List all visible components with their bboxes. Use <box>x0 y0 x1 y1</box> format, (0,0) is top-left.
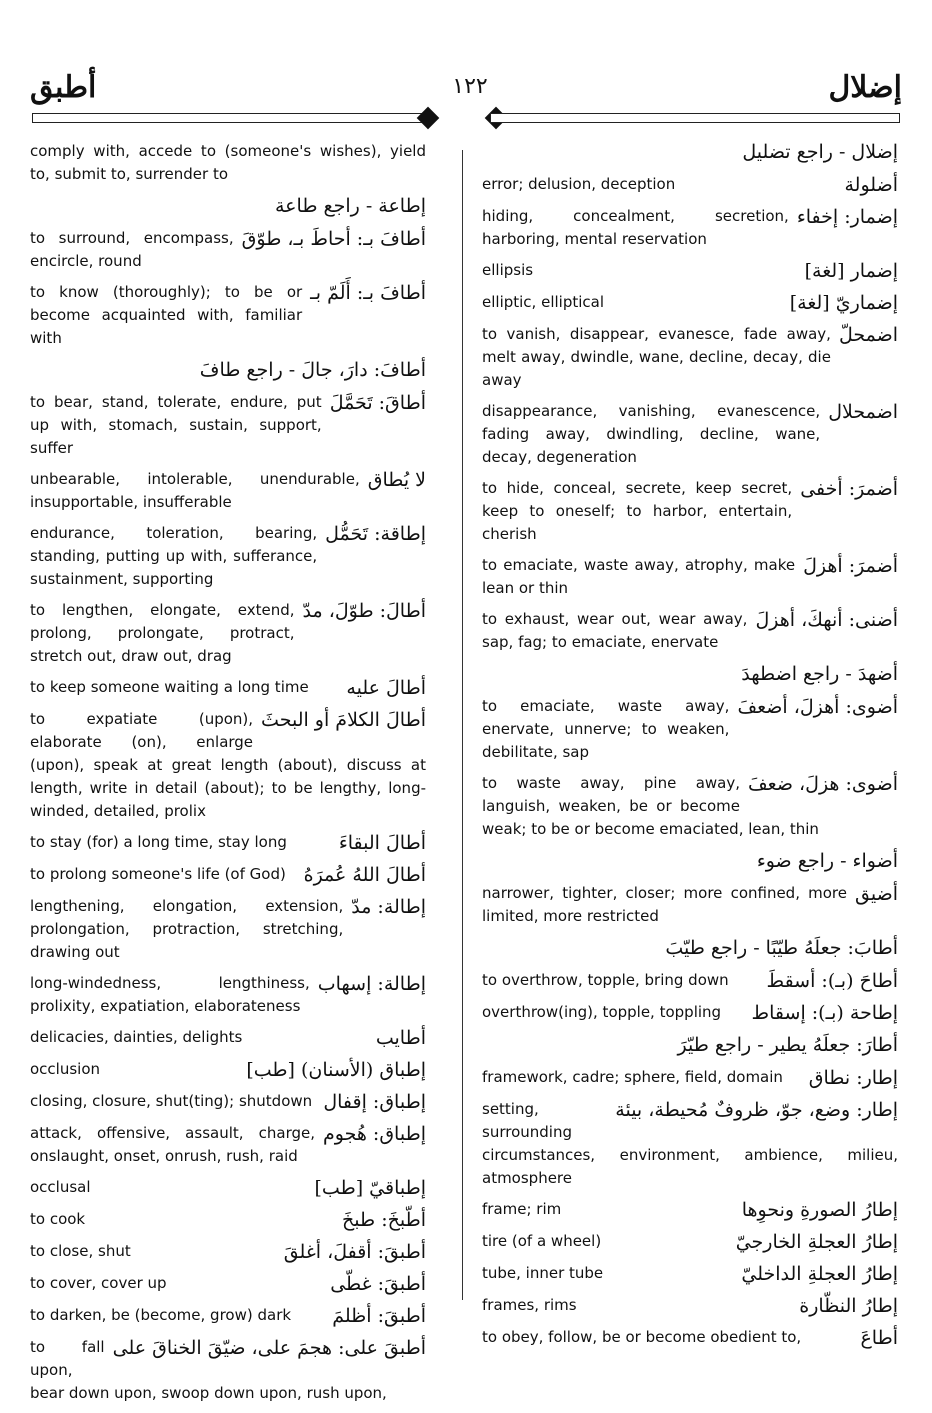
dictionary-entry <box>482 1001 898 1025</box>
dictionary-entry <box>482 849 898 874</box>
english-definition: error; delusion, deception <box>482 175 676 193</box>
arabic-headword: أضمرَ: أهزلَ <box>803 555 898 577</box>
arabic-headword: إطارُ العجلةِ الداخليّ <box>741 1263 898 1285</box>
english-definition: to lengthen, elongate, extend, prolong, prolongate, protract, stretch out, draw out, drag <box>30 601 295 665</box>
arabic-headword: أضنى: أنهكَ، أهزلَ <box>755 609 898 631</box>
english-definition: to vanish, disappear, evanesce, fade away, melt away, dwindle, wane, decline, decay, die away <box>482 325 831 389</box>
dictionary-entry <box>30 1240 426 1264</box>
arabic-headword: أضهدَ - راجع اضطهدَ <box>741 663 898 685</box>
english-definition: overthrow(ing), topple, toppling <box>482 1003 722 1021</box>
english-definition: frames, rims <box>482 1296 577 1314</box>
dictionary-entry <box>30 194 426 219</box>
right-guide-word: إضلال <box>828 70 902 105</box>
english-definition: to cover, cover up <box>30 1274 167 1292</box>
header-rule-left <box>32 113 424 123</box>
arabic-headword: أطبقَ على: هجمَ على، ضيّقَ الخناقَ على <box>112 1337 426 1359</box>
dictionary-entry <box>482 936 898 961</box>
english-definition: occlusion <box>30 1060 101 1078</box>
english-definition: to know (thoroughly); to be or become acquainted with, familiar with <box>30 283 303 347</box>
dictionary-entry <box>482 695 898 764</box>
english-definition: delicacies, dainties, delights <box>30 1028 243 1046</box>
arabic-headword: إطارُ الصورةِ ونحوِها <box>741 1199 898 1221</box>
dictionary-entry <box>30 676 426 700</box>
dictionary-entry <box>30 972 426 1018</box>
dictionary-entry <box>30 140 426 186</box>
arabic-headword: أطافَ: دارَ، جالَ - راجع طافَ <box>199 359 426 381</box>
arabic-headword: إطباق: إقفال <box>323 1091 426 1113</box>
header-rule-right <box>490 113 900 123</box>
dictionary-entry <box>482 1098 898 1190</box>
dictionary-entry <box>482 1230 898 1254</box>
arabic-headword: إطالة: مدّ <box>351 896 426 918</box>
arabic-headword: إضلال - راجع تضليل <box>742 141 898 163</box>
english-definition: to exhaust, wear out, wear away, sap, fag; to emaciate, enervate <box>482 610 748 651</box>
arabic-headword: اضمحلّ <box>838 324 898 346</box>
dictionary-entry <box>482 323 898 392</box>
arabic-headword: إضمار: إخفاء <box>796 206 898 228</box>
dictionary-entry <box>30 468 426 514</box>
dictionary-entry <box>30 1208 426 1232</box>
arabic-headword: أطالَ عليه <box>346 677 426 699</box>
english-definition: tire (of a wheel) <box>482 1232 602 1250</box>
dictionary-entry <box>482 608 898 654</box>
dictionary-entry <box>30 358 426 383</box>
arabic-headword: إطارُ العجلةِ الخارجيّ <box>735 1231 898 1253</box>
dictionary-entry <box>30 1304 426 1328</box>
arabic-headword: أطاعَ <box>860 1327 898 1349</box>
english-definition: framework, cadre; sphere, field, domain <box>482 1068 783 1086</box>
dictionary-entry <box>30 1058 426 1082</box>
arabic-headword: إطاقة: تَحَمُّل <box>325 523 426 545</box>
dictionary-entry <box>30 227 426 273</box>
english-definition: to overthrow, topple, bring down <box>482 971 729 989</box>
english-definition: to keep someone waiting a long time <box>30 678 309 696</box>
english-definition: hiding, concealment, secretion, harboring, mental reservation <box>482 207 789 248</box>
english-definition: to waste away, pine away, languish, weaken, be or become weak; to be or become emaciated, lean, thin <box>482 774 819 838</box>
dictionary-entry <box>30 1122 426 1168</box>
dictionary-entry <box>30 522 426 591</box>
dictionary-entry <box>482 291 898 315</box>
arabic-headword: إطاحة (بـ): إسقاط <box>751 1002 898 1024</box>
arabic-headword: أطبقَ: أقفلَ، أغلقَ <box>283 1241 426 1263</box>
english-definition: to cook <box>30 1210 86 1228</box>
arabic-headword: إضماريّ [لغة] <box>789 292 898 314</box>
dictionary-entry <box>30 391 426 460</box>
arabic-headword: أضوى: هزلَ، ضعفَ <box>748 773 898 795</box>
english-definition: attack, offensive, assault, charge, onslaught, onset, onrush, rush, raid <box>30 1124 316 1165</box>
arabic-headword: أطبقَ: أظلمَ <box>332 1305 426 1327</box>
dictionary-entry <box>482 477 898 546</box>
arabic-headword: اضمحلال <box>828 401 898 423</box>
english-definition: long-windedness, lengthiness, prolixity, expatiation, elaborateness <box>30 974 310 1015</box>
arabic-headword: أطابَ: جعلَهُ طيّبًا - راجع طيّبَ <box>665 937 898 959</box>
dictionary-entry <box>30 708 426 823</box>
dictionary-entry <box>482 1326 898 1350</box>
arabic-headword: أضمرَ: أخفى <box>800 478 898 500</box>
dictionary-entry <box>482 205 898 251</box>
english-definition: to bear, stand, tolerate, endure, put up with, stomach, sustain, support, suffer <box>30 393 322 457</box>
arabic-headword: أطالَ: طوّلَ، مدّ <box>302 600 426 622</box>
english-definition: to stay (for) a long time, stay long <box>30 833 287 851</box>
english-definition: endurance, toleration, bearing, standing, putting up with, sufferance, sustainment, supporting <box>30 524 318 588</box>
dictionary-entry <box>482 1198 898 1222</box>
dictionary-entry <box>482 1066 898 1090</box>
english-definition: to obey, follow, be or become obedient to, <box>482 1328 802 1346</box>
dictionary-entry <box>482 554 898 600</box>
arabic-headword: أطبقَ: غطّى <box>330 1273 426 1295</box>
dictionary-entry <box>30 1090 426 1114</box>
dictionary-entry <box>482 140 898 165</box>
arabic-headword: أطافَ بـ: أحاطَ بـ، طوّقَ <box>241 228 426 250</box>
dictionary-entry <box>30 1026 426 1050</box>
right-column <box>482 140 898 1358</box>
dictionary-entry <box>482 1033 898 1058</box>
dictionary-entry <box>30 1272 426 1296</box>
arabic-headword: أطّبخَ: طبخَ <box>342 1209 426 1231</box>
column-divider <box>462 150 463 1300</box>
dictionary-entry <box>30 863 426 887</box>
dictionary-entry <box>482 772 898 841</box>
arabic-headword: أضواء - راجع ضوء <box>756 850 898 872</box>
dictionary-entry <box>482 1294 898 1318</box>
english-definition: frame; rim <box>482 1200 562 1218</box>
english-definition: elliptic, elliptical <box>482 293 604 311</box>
dictionary-entry <box>482 1262 898 1286</box>
dictionary-entry <box>482 259 898 283</box>
dictionary-entry <box>482 882 898 928</box>
arabic-headword: إطاعة - راجع طاعة <box>275 195 426 217</box>
english-definition: to expatiate (upon), elaborate (on), enlarge (upon), speak at great length (about), discuss at length, write in detail (about); to be lengthy, long-winded, detailed, prolix <box>30 710 426 820</box>
english-definition: tube, inner tube <box>482 1264 604 1282</box>
dictionary-entry <box>30 1176 426 1200</box>
english-definition: to fall upon, bear down upon, swoop down upon, rush upon, <box>30 1338 387 1402</box>
arabic-headword: إطباقيّ [طب] <box>314 1177 426 1199</box>
english-definition: to emaciate, waste away, atrophy, make lean or thin <box>482 556 796 597</box>
left-column <box>30 140 426 1413</box>
arabic-headword: أضوى: أهزلَ، أضعفَ <box>737 696 898 718</box>
arabic-headword: إطالة: إسهاب <box>317 973 426 995</box>
arabic-headword: أطاقَ: تَحَمَّلَ <box>329 392 426 414</box>
english-definition: closing, closure, shut(ting); shutdown <box>30 1092 313 1110</box>
english-definition: narrower, tighter, closer; more confined, more limited, more restricted <box>482 884 847 925</box>
arabic-headword: إطارُ النظّارة <box>799 1295 898 1317</box>
arabic-headword: أطاحَ (بـ): أسقطَ <box>766 970 898 992</box>
left-guide-word: أطبق <box>30 70 97 105</box>
arabic-headword: لا يُطاق <box>367 469 426 491</box>
english-definition: to hide, conceal, secrete, keep secret, keep to oneself; to harbor, entertain, cherish <box>482 479 793 543</box>
arabic-headword: إطباق (الأسنان) [طب] <box>246 1059 426 1081</box>
dictionary-entry <box>30 599 426 668</box>
dictionary-entry <box>482 969 898 993</box>
dictionary-entry <box>482 400 898 469</box>
english-definition: to prolong someone's life (of God) <box>30 865 286 883</box>
english-definition: lengthening, elongation, extension, prolongation, protraction, stretching, drawing out <box>30 897 344 961</box>
english-definition: occlusal <box>30 1178 91 1196</box>
english-definition: to close, shut <box>30 1242 131 1260</box>
page-number: ١٢٢ <box>452 74 488 99</box>
arabic-headword: أطايب <box>375 1027 426 1049</box>
arabic-headword: إضمار [لغة] <box>804 260 898 282</box>
dictionary-entry <box>482 173 898 197</box>
dictionary-entry <box>30 895 426 964</box>
english-definition: setting, surrounding circumstances, environment, ambience, milieu, atmosphere <box>482 1100 898 1187</box>
arabic-headword: أطالَ اللهُ عُمرَهُ <box>303 864 426 886</box>
diamond-ornament-icon <box>417 107 440 130</box>
arabic-headword: أضلولة <box>844 174 898 196</box>
arabic-headword: أطافَ بـ: أَلَمّ بـ <box>310 282 426 304</box>
english-definition: to darken, be (become, grow) dark <box>30 1306 292 1324</box>
arabic-headword: إطباق: هُجوم <box>323 1123 426 1145</box>
dictionary-entry <box>30 1336 426 1405</box>
english-definition: unbearable, intolerable, unendurable, insupportable, insufferable <box>30 470 360 511</box>
arabic-headword: إطار: نطاق <box>808 1067 898 1089</box>
dictionary-entry <box>482 662 898 687</box>
arabic-headword: أطالَ الكلامَ أو البحثَ <box>261 709 426 731</box>
english-definition: ellipsis <box>482 261 534 279</box>
arabic-headword: إطار: وضع، جوّ، ظروفٌ مُحيطة، بيئة <box>615 1099 898 1121</box>
english-definition: to surround, encompass, encircle, round <box>30 229 234 270</box>
english-definition: disappearance, vanishing, evanescence, fading away, dwindling, decline, wane, decay, degeneration <box>482 402 821 466</box>
english-definition: comply with, accede to (someone's wishes), yield to, submit to, surrender to <box>30 142 426 183</box>
arabic-headword: أطارَ: جعلَهُ يطير - راجع طيّرَ <box>677 1034 898 1056</box>
arabic-headword: أطالَ البقاءَ <box>338 832 426 854</box>
dictionary-entry <box>30 281 426 350</box>
english-definition: to emaciate, waste away, enervate, unnerve; to weaken, debilitate, sap <box>482 697 730 761</box>
dictionary-entry <box>30 831 426 855</box>
arabic-headword: أضيق <box>855 883 898 905</box>
page-header <box>0 0 932 135</box>
